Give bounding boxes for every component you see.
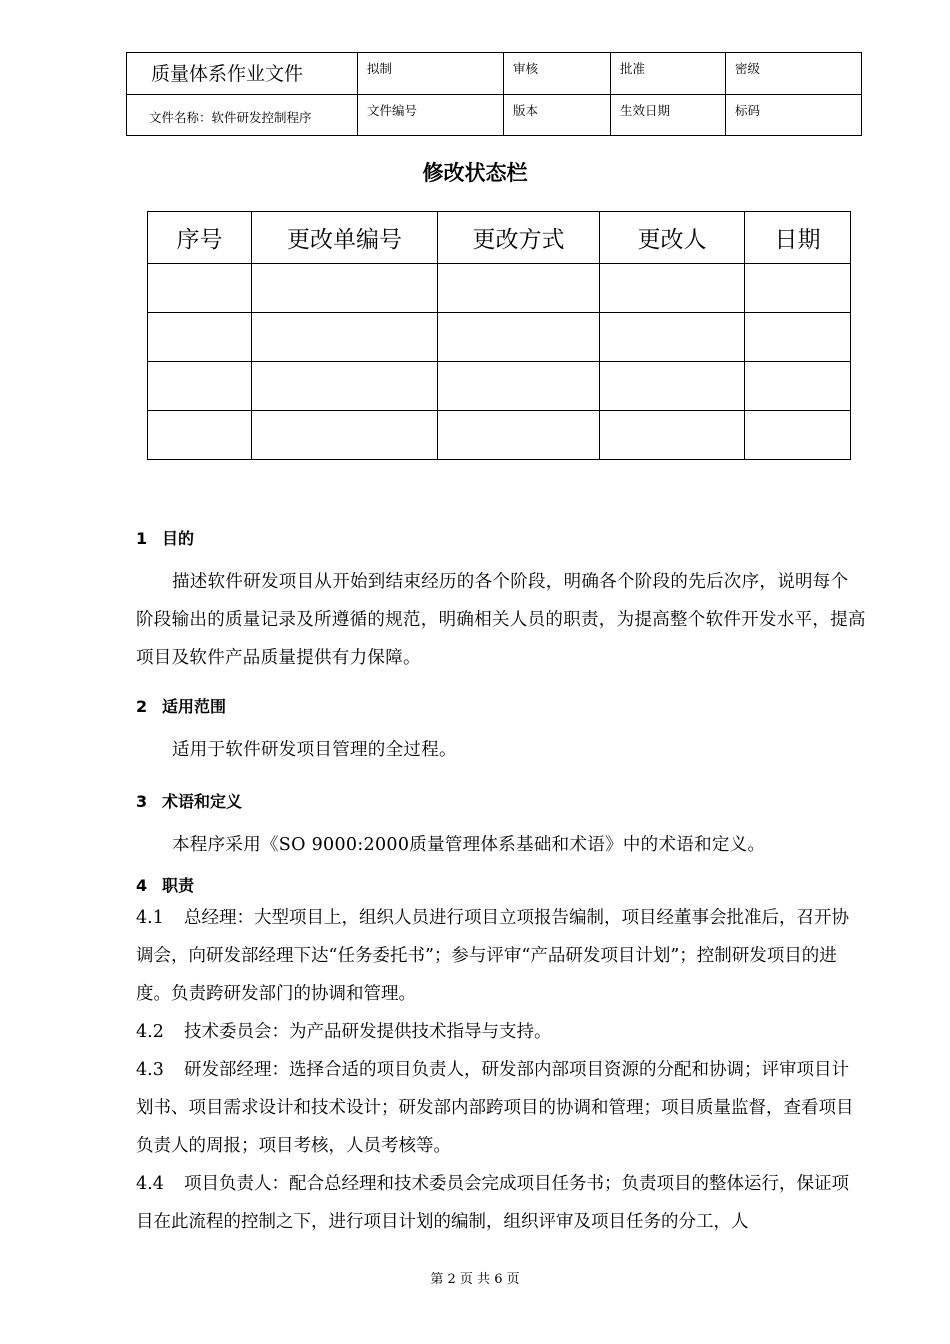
- col-header: 更改单编号: [252, 212, 438, 264]
- table-cell: [438, 264, 600, 313]
- section-title: 目的: [162, 529, 195, 548]
- section-2-text: 适用于软件研发项目管理的全过程。: [172, 740, 457, 760]
- col-header: 更改人: [600, 212, 745, 264]
- list-item: [136, 1165, 866, 1241]
- section-number: 4: [136, 876, 148, 895]
- section-number: 3: [136, 792, 148, 811]
- table-cell: [148, 411, 252, 460]
- revision-header-row: [148, 212, 851, 264]
- table-row: [148, 362, 851, 411]
- table-cell: [148, 362, 252, 411]
- table-cell: [745, 411, 851, 460]
- table-cell: [745, 313, 851, 362]
- table-cell: [438, 362, 600, 411]
- section-3-text: 本程序采用《SO 9000:2000质量管理体系基础和术语》中的术语和定义。: [172, 835, 766, 855]
- file-name: 文件名称：软件研发控制程序: [127, 95, 358, 136]
- item-number: 4.2: [136, 1022, 164, 1042]
- section-number: 2: [136, 697, 148, 716]
- list-item: [136, 1013, 866, 1051]
- table-cell: [745, 264, 851, 313]
- table-cell: [600, 411, 745, 460]
- effective-date-label: 生效日期: [611, 95, 726, 136]
- table-cell: [148, 313, 252, 362]
- section-title: 职责: [162, 876, 195, 895]
- version-label: 版本: [504, 95, 611, 136]
- section-number: 1: [136, 529, 148, 548]
- table-cell: [600, 313, 745, 362]
- reviewed-label: 审核: [504, 53, 611, 95]
- mark-label: 标码: [726, 95, 862, 136]
- table-cell: [438, 411, 600, 460]
- table-cell: [148, 264, 252, 313]
- table-cell: [252, 313, 438, 362]
- table-cell: [600, 264, 745, 313]
- item-text: 技术委员会：为产品研发提供技术指导与支持。: [184, 1022, 552, 1042]
- item-number: 4.1: [136, 908, 164, 928]
- approved-label: 批准: [611, 53, 726, 95]
- col-header: 更改方式: [438, 212, 600, 264]
- section-3-heading: [136, 789, 866, 812]
- file-no-label: 文件编号: [358, 95, 504, 136]
- item-text: 项目负责人：配合总经理和技术委员会完成项目任务书；负责项目的整体运行，保证项目在此流程的控制之下，进行项目计划的编制，组织评审及项目任务的分工，人: [136, 1174, 849, 1232]
- list-item: [136, 1051, 866, 1165]
- table-cell: [745, 362, 851, 411]
- table-row: [148, 264, 851, 313]
- table-cell: [252, 362, 438, 411]
- section-title: 适用范围: [162, 697, 227, 716]
- table-row: [148, 313, 851, 362]
- header-table: [126, 52, 862, 136]
- col-header: 日期: [745, 212, 851, 264]
- section-1-heading: [136, 526, 866, 549]
- section-2-heading: [136, 694, 866, 717]
- table-cell: [252, 264, 438, 313]
- doc-title: 质量体系作业文件: [127, 53, 358, 95]
- section-4-heading: [136, 873, 866, 896]
- list-item: [136, 899, 866, 1013]
- item-number: 4.3: [136, 1060, 164, 1080]
- drafted-label: 拟制: [358, 53, 504, 95]
- secret-level-label: 密级: [726, 53, 862, 95]
- table-cell: [252, 411, 438, 460]
- page-footer: 第 2 页 共 6 页: [430, 1272, 520, 1287]
- item-text: 研发部经理：选择合适的项目负责人，研发部内部项目资源的分配和协调；评审项目计划书、项目需求设计和技术设计；研发部内部跨项目的协调和管理；项目质量监督，查看项目负责人的周报；项目考核，人员考核等。: [136, 1060, 854, 1156]
- revision-title: 修改状态栏: [422, 161, 528, 185]
- item-number: 4.4: [136, 1174, 164, 1194]
- col-header: 序号: [148, 212, 252, 264]
- table-cell: [600, 362, 745, 411]
- item-text: 总经理：大型项目上，组织人员进行项目立项报告编制，项目经董事会批准后，召开协调会，向研发部经理下达“任务委托书”；参与评审“产品研发项目计划”；控制研发项目的进度。负责跨研发部门的协调和管理。: [136, 908, 849, 1004]
- table-cell: [438, 313, 600, 362]
- table-row: [148, 411, 851, 460]
- section-title: 术语和定义: [162, 792, 243, 811]
- section-1-text: 描述软件研发项目从开始到结束经历的各个阶段，明确各个阶段的先后次序，说明每个阶段输出的质量记录及所遵循的规范，明确相关人员的职责，为提高整个软件开发水平，提高项目及软件产品质量提供有力保障。: [136, 572, 866, 668]
- revision-table: [147, 211, 851, 460]
